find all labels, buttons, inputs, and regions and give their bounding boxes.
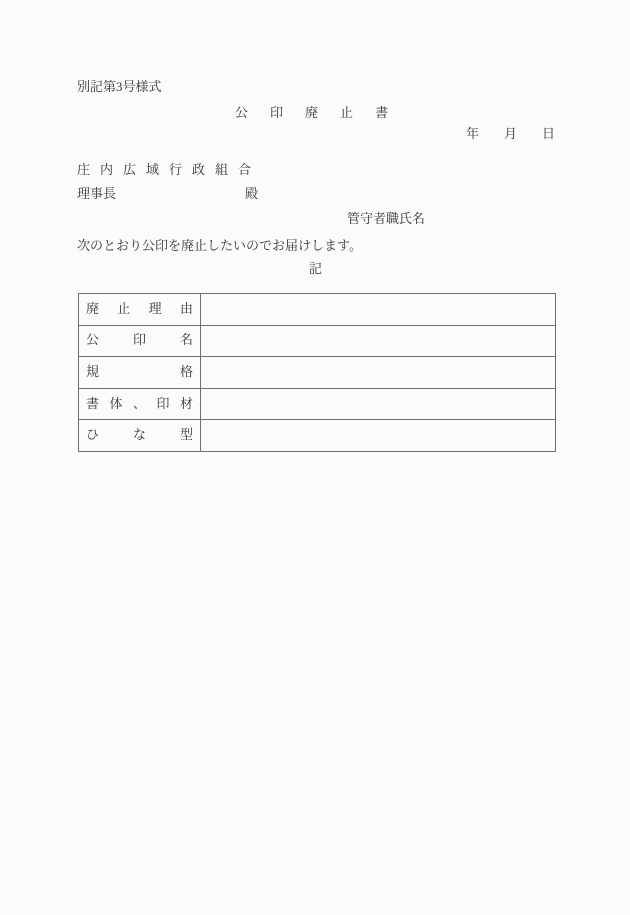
table-row bbox=[79, 388, 556, 420]
addressee-title: 理事長 bbox=[77, 186, 117, 201]
body-text: 次のとおり公印を廃止したいのでお届けします。 bbox=[77, 238, 362, 253]
document-title: 公印廃止書 bbox=[235, 105, 411, 120]
table-row bbox=[79, 325, 556, 357]
date-line: 年月日 bbox=[466, 126, 581, 141]
row-label-cell: 規格 bbox=[79, 357, 201, 389]
row-value-cell bbox=[201, 357, 556, 389]
row-value-cell bbox=[201, 388, 556, 420]
row-value-cell bbox=[201, 420, 556, 452]
note-mark: 記 bbox=[309, 261, 323, 276]
row-value-cell bbox=[201, 325, 556, 357]
custodian-name-label: 管守者職氏名 bbox=[347, 211, 426, 226]
addressee-organization: 庄内広域行政組合 bbox=[77, 162, 262, 177]
row-label-cell: 書体、印材 bbox=[79, 388, 201, 420]
row-label-cell: ひな型 bbox=[79, 420, 201, 452]
form-table bbox=[78, 293, 556, 452]
row-label-cell: 公印名 bbox=[79, 325, 201, 357]
addressee-row bbox=[77, 187, 258, 202]
addressee-honorific: 殿 bbox=[244, 186, 258, 201]
row-label-cell: 廃止理由 bbox=[79, 294, 201, 326]
table-row bbox=[79, 420, 556, 452]
row-value-cell bbox=[201, 294, 556, 326]
table-row bbox=[79, 357, 556, 389]
form-number: 別記第3号様式 bbox=[77, 79, 162, 94]
table-row bbox=[79, 294, 556, 326]
